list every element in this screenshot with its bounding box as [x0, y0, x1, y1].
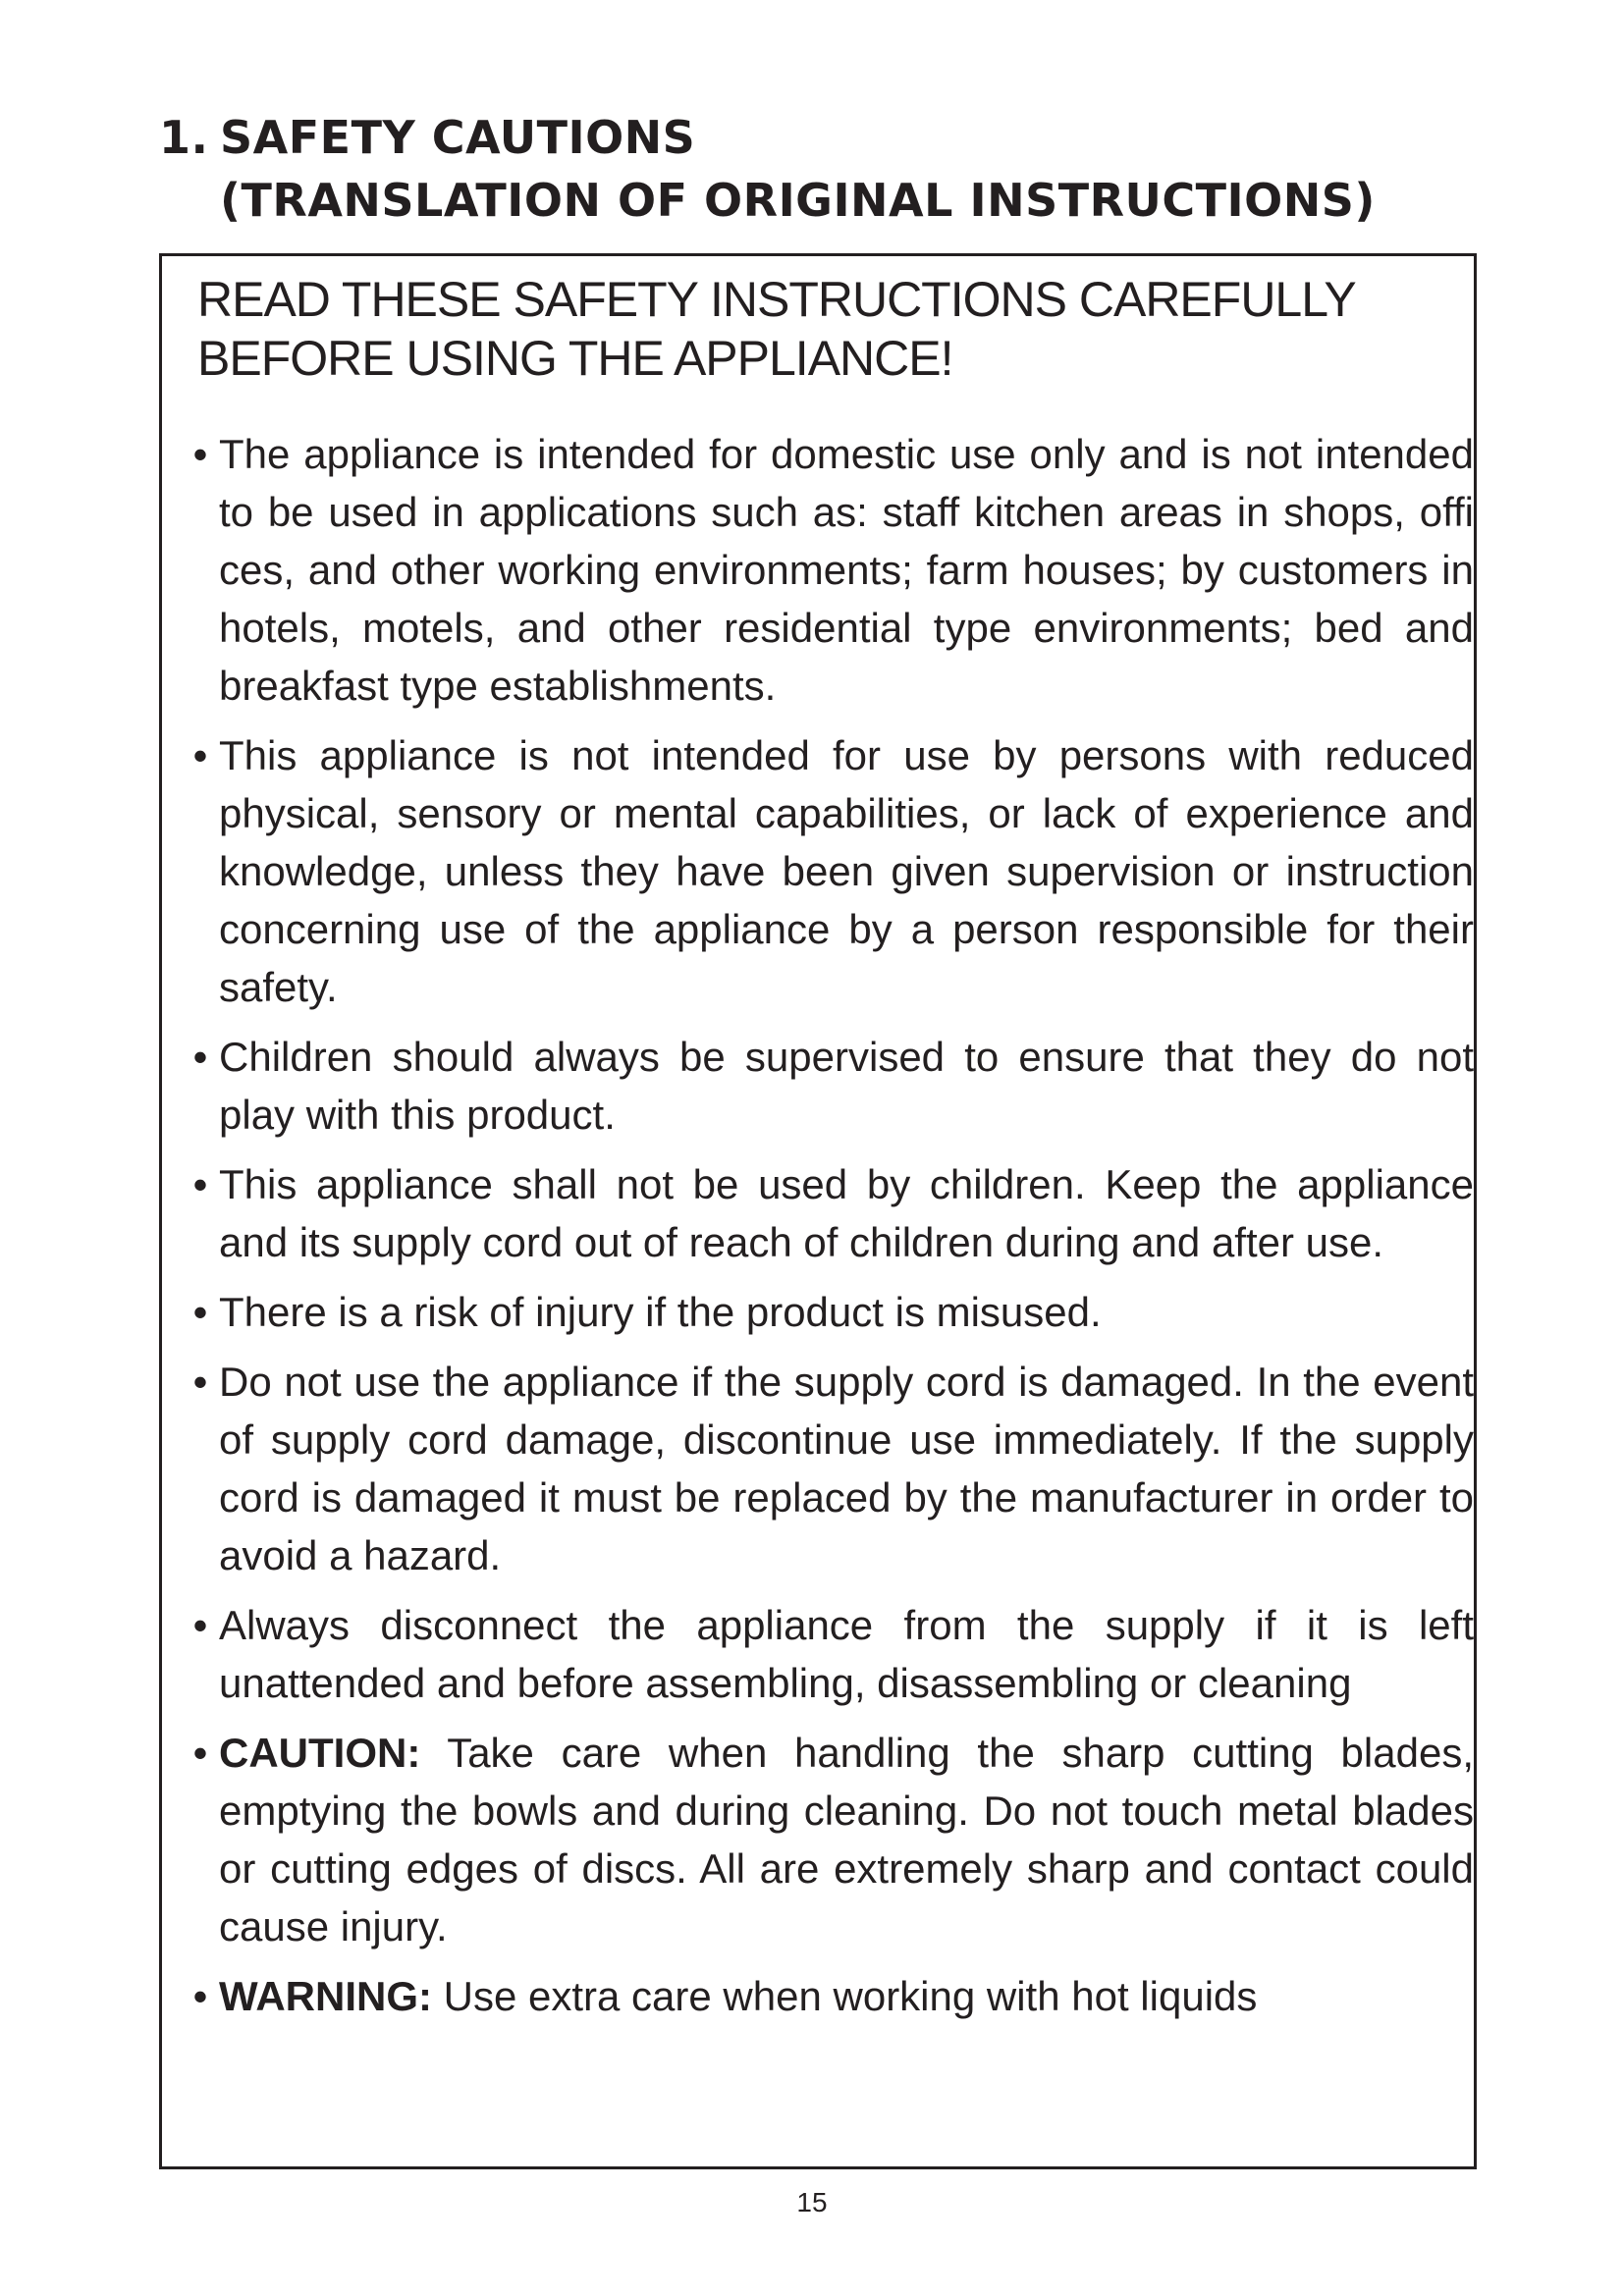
- bullet-icon: •: [192, 1973, 208, 2019]
- item-text: This appliance shall not be used by children. Keep the appliance and its supply cord out of reach of children during and after use.: [219, 1161, 1474, 1265]
- bullet-icon: •: [192, 1602, 208, 1648]
- safety-item: [192, 1596, 1474, 1712]
- safety-item: [192, 1353, 1474, 1584]
- bullet-icon: •: [192, 1034, 208, 1080]
- item-text: Use extra care when working with hot liquids: [443, 1973, 1258, 2019]
- safety-item: [192, 425, 1474, 715]
- bullet-icon: •: [192, 732, 208, 778]
- safety-item: [192, 1967, 1474, 2025]
- section-number: 1.: [159, 111, 209, 164]
- item-text: Do not use the appliance if the supply cord is damaged. In the event of supply cord damage, discontinue use immediately. If the supply cord is damaged it must be replaced by the manufacturer in order to avoid a hazard.: [219, 1359, 1474, 1578]
- item-text: This appliance is not intended for use by persons with reduced physical, sensory or mental capabilities, or lack of experience and knowledge, unless they have been given supervision or instruction concerning use of the appliance by a person responsible for their safety.: [219, 732, 1474, 1010]
- section-title: SAFETY CAUTIONS: [220, 111, 696, 164]
- bullet-icon: •: [192, 1161, 208, 1207]
- bullet-icon: •: [192, 1730, 208, 1776]
- item-label: WARNING:: [219, 1973, 432, 2019]
- safety-item: [192, 1283, 1474, 1341]
- safety-item: [192, 726, 1474, 1016]
- bullet-icon: •: [192, 431, 208, 477]
- safety-box: [159, 253, 1477, 2169]
- safety-item: [192, 1028, 1474, 1144]
- item-text: There is a risk of injury if the product is misused.: [219, 1289, 1102, 1335]
- bullet-icon: •: [192, 1359, 208, 1405]
- safety-item: [192, 1724, 1474, 1955]
- item-text: Children should always be supervised to ensure that they do not play with this product.: [219, 1034, 1474, 1138]
- section-subtitle: (TRANSLATION OF ORIGINAL INSTRUCTIONS): [220, 174, 1376, 227]
- item-text: Always disconnect the appliance from the supply if it is left unattended and before assembling, disassembling or cleaning: [219, 1602, 1474, 1706]
- bullet-icon: •: [192, 1289, 208, 1335]
- section-heading: [159, 106, 1435, 232]
- item-label: CAUTION:: [219, 1730, 421, 1776]
- item-text: Take care when handling the sharp cutting blades, emptying the bowls and during cleaning. Do not touch metal blades or cutting edges of discs. All are extremely sharp and contact could cause injury.: [219, 1730, 1474, 1949]
- safety-item: [192, 1155, 1474, 1271]
- item-text: The appliance is intended for domestic use only and is not intended to be used in applications such as: staff kitchen areas in shops, offi ces, and other working environments; farm houses; by customers in hotels, motels, and other residential type environments; bed and breakfast type establishments.: [219, 431, 1474, 709]
- safety-list: [192, 425, 1474, 2037]
- page-number: 15: [796, 2187, 828, 2217]
- intro-warning: READ THESE SAFETY INSTRUCTIONS CAREFULLY BEFORE USING THE APPLIANCE!: [197, 272, 1355, 386]
